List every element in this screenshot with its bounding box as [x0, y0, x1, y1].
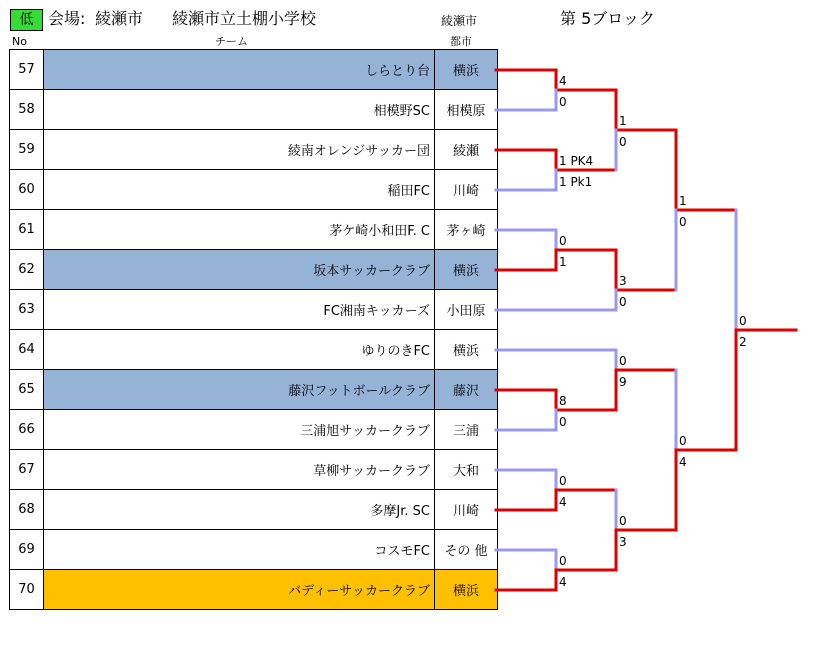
team-name: 藤沢フットボールクラブ — [44, 370, 435, 410]
team-name: 稲田FC — [44, 170, 435, 210]
team-number: 62 — [10, 250, 44, 290]
level-badge: 低 — [10, 9, 43, 31]
team-number: 64 — [10, 330, 44, 370]
match-score: 8 — [559, 394, 567, 408]
venue-city: 綾瀬市 — [95, 9, 144, 28]
team-city: その 他 — [435, 530, 498, 570]
team-number: 67 — [10, 450, 44, 490]
bracket-line — [496, 390, 616, 410]
team-city: 大和 — [435, 450, 498, 490]
column-city: 都市 — [450, 35, 472, 48]
city-tag: 綾瀬市 — [441, 14, 478, 28]
match-score: 4 — [559, 74, 567, 88]
team-city: 横浜 — [435, 330, 498, 370]
team-name: 草柳サッカークラブ — [44, 450, 435, 490]
bracket-line — [496, 410, 556, 430]
match-score: 0 — [559, 415, 567, 429]
match-score: 9 — [619, 375, 627, 389]
team-number: 60 — [10, 170, 44, 210]
bracket-line — [496, 350, 616, 370]
team-city: 横浜 — [435, 570, 498, 610]
match-score: 1 PK4 — [559, 154, 594, 168]
block-title: 第 5ブロック — [560, 9, 655, 28]
team-number: 70 — [10, 570, 44, 610]
bracket-line — [496, 170, 556, 190]
match-score: 3 — [619, 535, 627, 549]
bracket-line — [496, 570, 616, 590]
bracket-line — [496, 90, 556, 110]
bracket-line — [496, 230, 556, 250]
team-city: 横浜 — [435, 50, 498, 90]
team-city: 小田原 — [435, 290, 498, 330]
bracket-line — [496, 550, 556, 570]
match-score: 1 Pk1 — [559, 175, 593, 189]
match-score: 0 — [679, 215, 687, 229]
team-name: 茅ケ崎小和田F. C — [44, 210, 435, 250]
match-score: 0 — [559, 554, 567, 568]
team-number: 57 — [10, 50, 44, 90]
team-number: 61 — [10, 210, 44, 250]
bracket-line — [496, 290, 616, 310]
match-score: 3 — [619, 274, 627, 288]
team-number: 63 — [10, 290, 44, 330]
match-score: 0 — [619, 354, 627, 368]
column-team: チーム — [215, 35, 248, 48]
match-score: 1 — [559, 255, 567, 269]
match-score: 4 — [559, 575, 567, 589]
team-name: しらとり台 — [44, 50, 435, 90]
bracket-line — [496, 470, 556, 490]
match-score: 0 — [559, 234, 567, 248]
team-name: 綾南オレンジサッカー団 — [44, 130, 435, 170]
team-city: 藤沢 — [435, 370, 498, 410]
match-score: 0 — [679, 434, 687, 448]
team-number: 69 — [10, 530, 44, 570]
bracket-line — [496, 70, 616, 90]
bracket-line — [496, 250, 616, 270]
match-score: 0 — [559, 95, 567, 109]
team-number: 68 — [10, 490, 44, 530]
venue-name: 綾瀬市立土棚小学校 — [172, 9, 317, 28]
match-score: 0 — [739, 314, 747, 328]
match-score: 2 — [739, 335, 747, 349]
bracket-line — [496, 490, 616, 510]
team-name: バディーサッカークラブ — [44, 570, 435, 610]
match-score: 1 — [619, 114, 627, 128]
team-name: 三浦旭サッカークラブ — [44, 410, 435, 450]
team-number: 59 — [10, 130, 44, 170]
team-number: 66 — [10, 410, 44, 450]
team-name: ゆりのきFC — [44, 330, 435, 370]
match-score: 1 — [679, 194, 687, 208]
match-score: 0 — [619, 514, 627, 528]
match-score: 0 — [559, 474, 567, 488]
column-no: No — [12, 35, 27, 48]
team-name: 相模野SC — [44, 90, 435, 130]
team-name: FC湘南キッカーズ — [44, 290, 435, 330]
match-score: 4 — [559, 495, 567, 509]
team-city: 茅ヶ崎 — [435, 210, 498, 250]
team-name: 坂本サッカークラブ — [44, 250, 435, 290]
team-city: 三浦 — [435, 410, 498, 450]
team-city: 相模原 — [435, 90, 498, 130]
team-name: コスモFC — [44, 530, 435, 570]
team-city: 横浜 — [435, 250, 498, 290]
team-city: 川崎 — [435, 170, 498, 210]
team-number: 65 — [10, 370, 44, 410]
match-score: 4 — [679, 455, 687, 469]
bracket-line — [496, 150, 616, 170]
venue-label: 会場: — [48, 9, 86, 28]
match-score: 0 — [619, 135, 627, 149]
team-name: 多摩Jr. SC — [44, 490, 435, 530]
match-score: 0 — [619, 295, 627, 309]
team-city: 川崎 — [435, 490, 498, 530]
team-number: 58 — [10, 90, 44, 130]
team-city: 綾瀬 — [435, 130, 498, 170]
